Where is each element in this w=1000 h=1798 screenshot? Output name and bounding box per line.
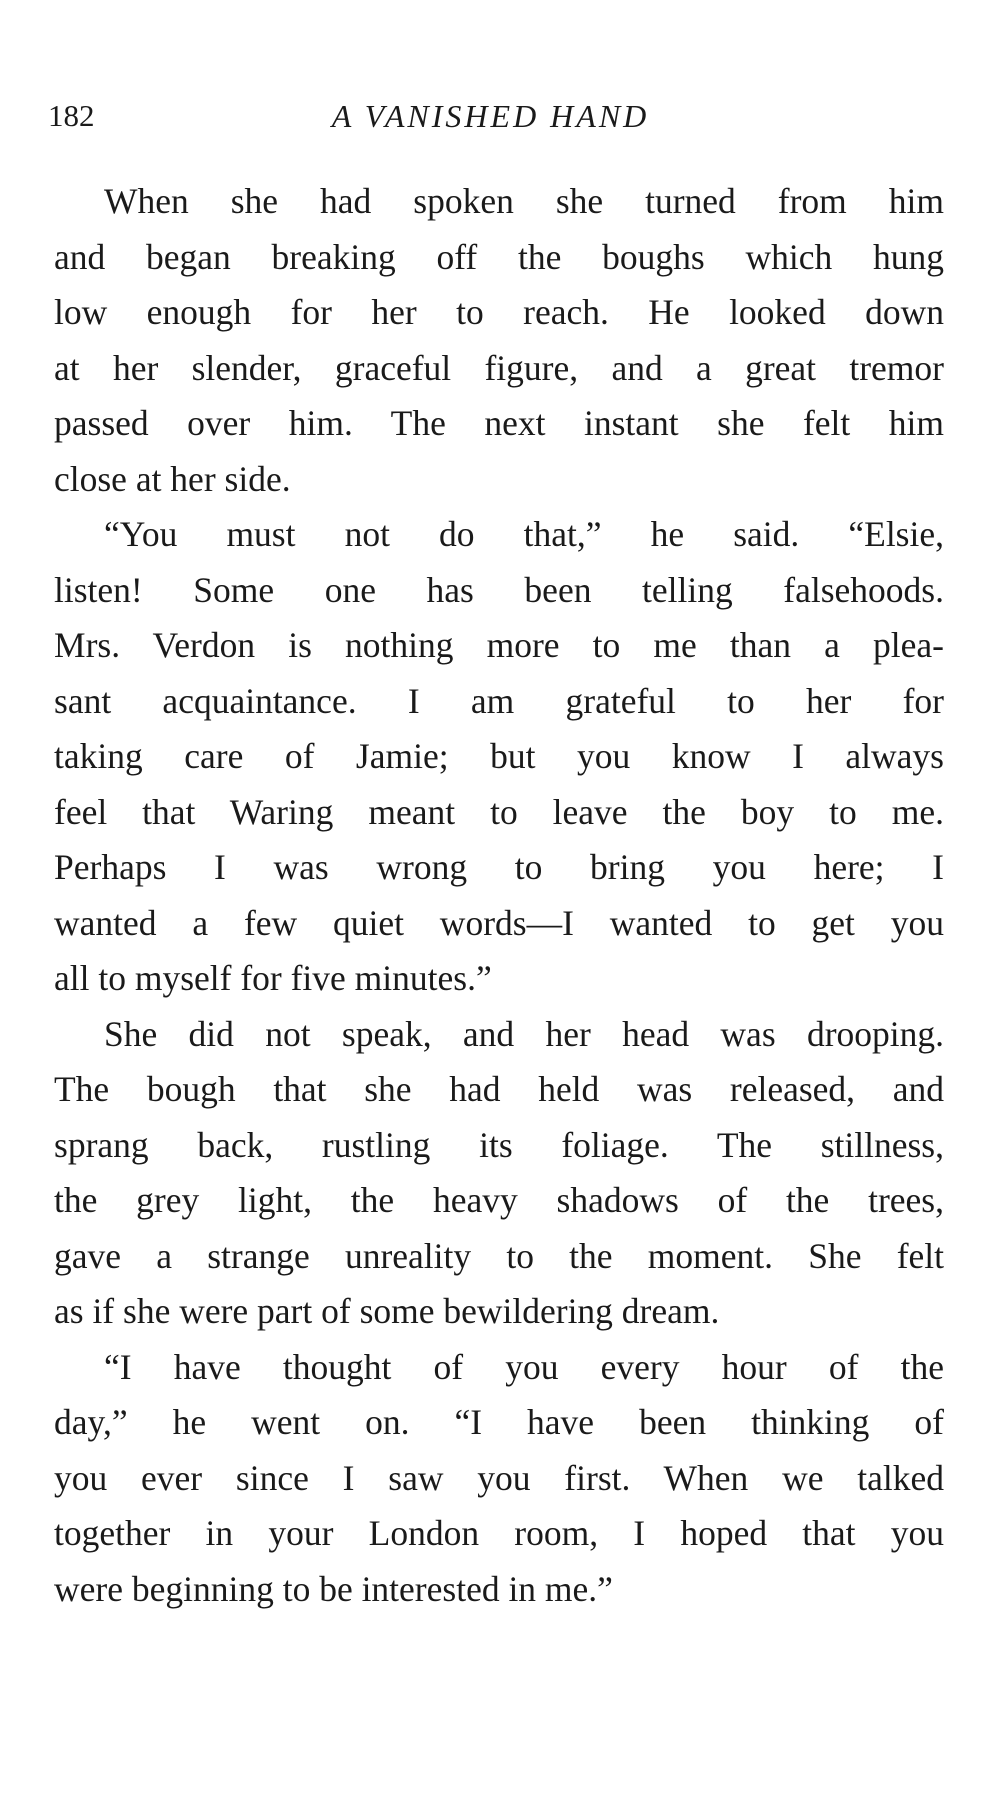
text-line: as if she were part of some bewildering dream. [54, 1291, 720, 1331]
text-line: passed over him. The next instant she felt him [54, 403, 944, 443]
paragraph [54, 507, 944, 1007]
text-line: The bough that she had held was released, and [54, 1069, 944, 1109]
text-line: listen! Some one has been telling falsehoods. [54, 569, 944, 610]
text-line: at her slender, graceful figure, and a great tremor [54, 347, 944, 388]
text-line: gave a strange unreality to the moment. She felt [54, 1235, 944, 1276]
text-line: When she had spoken she turned from him [104, 181, 944, 221]
text-line: and began breaking off the boughs which hung [54, 236, 944, 277]
paragraph [54, 174, 944, 507]
text-line: Mrs. Verdon is nothing more to me than a plea- [54, 625, 944, 665]
text-line: day,” he went on. “I have been thinking of [54, 1402, 944, 1442]
text-line: all to myself for five minutes.” [54, 958, 492, 998]
text-line: the grey light, the heavy shadows of the trees, [54, 1180, 944, 1220]
text-line: “I have thought of you every hour of the [104, 1346, 944, 1387]
text-line: you ever since I saw you first. When we talked [54, 1457, 944, 1498]
text-line: feel that Waring meant to leave the boy to me. [54, 791, 944, 832]
text-line: She did not speak, and her head was drooping. [104, 1013, 944, 1054]
text-line: together in your London room, I hoped that you [54, 1513, 944, 1553]
text-line: low enough for her to reach. He looked down [54, 292, 944, 332]
text-line: “You must not do that,” he said. “Elsie, [104, 514, 944, 554]
text-line: Perhaps I was wrong to bring you here; I [54, 847, 944, 887]
text-line: were beginning to be interested in me.” [54, 1568, 613, 1609]
paragraph [54, 1340, 944, 1618]
text-line: taking care of Jamie; but you know I always [54, 736, 944, 776]
running-title: A VANISHED HAND [331, 98, 650, 134]
text-line: sprang back, rustling its foliage. The stillness, [54, 1124, 944, 1165]
text-line: close at her side. [54, 458, 291, 499]
paragraph [54, 1007, 944, 1340]
text-line: sant acquaintance. I am grateful to her for [54, 680, 944, 721]
page-number: 182 [48, 98, 95, 133]
body-text [54, 174, 944, 1617]
text-line: wanted a few quiet words—I wanted to get you [54, 902, 944, 943]
running-head [48, 98, 933, 138]
